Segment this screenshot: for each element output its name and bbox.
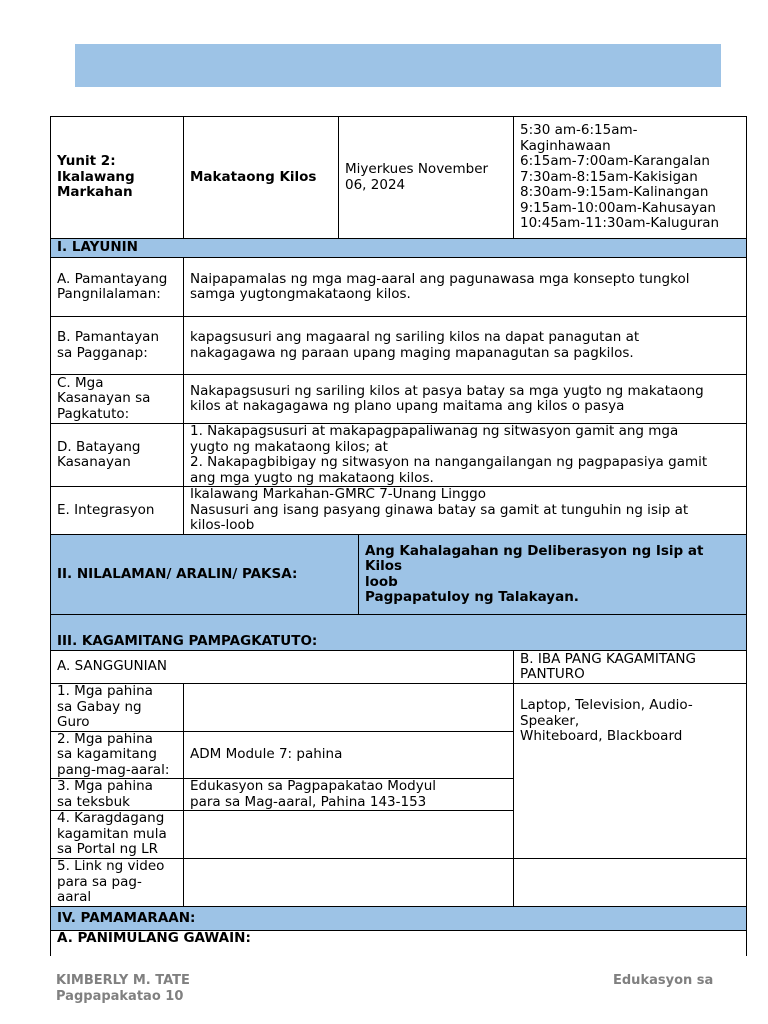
row-label: 2. Mga pahina sa kagamitang pang-mag-aaral:	[51, 731, 184, 779]
table-row	[51, 258, 747, 317]
section-layunin	[51, 239, 747, 258]
row-label: B. Pamantayan sa Pagganap:	[51, 317, 184, 375]
row-value: Edukasyon sa Pagpapakatao Modyul para sa Mag-aaral, Pahina 143-153	[184, 779, 514, 811]
subsection-heading: A. PANIMULANG GAWAIN:	[51, 931, 747, 956]
nilalaman-topic: Ang Kahalagahan ng Deliberasyon ng Isip at Kilos loob Pagpapatuloy ng Talakayan.	[359, 535, 747, 615]
sanggunian-label: A. SANGGUNIAN	[51, 651, 514, 684]
topic-cell: Makataong Kilos	[184, 117, 339, 239]
row-label: E. Integrasyon	[51, 487, 184, 535]
row-label: 5. Link ng video para sa pag- aaral	[51, 859, 184, 907]
row-label: A. Pamantayang Pangnilalaman:	[51, 258, 184, 317]
row-label: 3. Mga pahina sa teksbuk	[51, 779, 184, 811]
header-row	[51, 117, 747, 239]
section-heading: III. KAGAMITANG PAMPAGKATUTO:	[51, 615, 747, 651]
footer-author: KIMBERLY M. TATE Pagpapakatao 10	[56, 973, 190, 1004]
row-text: Naipapamalas ng mga mag-aaral ang pagunawasa mga konsepto tungkol samga yugtongmakataong kilos.	[184, 258, 747, 317]
row-label: 1. Mga pahina sa Gabay ng Guro	[51, 684, 184, 732]
kagamitan-header-row	[51, 651, 747, 684]
row-value	[184, 811, 514, 859]
table-row	[51, 375, 747, 424]
row-text: kapagsusuri ang magaaral ng sariling kilos na dapat panagutan at nakagagawa ng paraan upang maging mapanagutan sa pagkilos.	[184, 317, 747, 375]
section-pamamaraan	[51, 907, 747, 931]
iba-pang-label: B. IBA PANG KAGAMITANG PANTURO	[514, 651, 747, 684]
row-text: 1. Nakapagsusuri at makapagpapaliwanag ng sitwasyon gamit ang mga yugto ng makataong kilos; at 2. Nakapagbibigay ng sitwasyon na nangangailangan ng pagpapasiya gamit ang mga yugto ng makataong kilos.	[184, 424, 747, 487]
row-label: C. Mga Kasanayan sa Pagkatuto:	[51, 375, 184, 424]
iba-pang-value: Laptop, Television, Audio-Speaker, Whiteboard, Blackboard	[514, 684, 747, 859]
table-row	[51, 487, 747, 535]
row-value	[184, 684, 514, 732]
table-row	[51, 931, 747, 956]
row-text: Nakapagsusuri ng sariling kilos at pasya batay sa mga yugto ng makataong kilos at nakagagawa ng plano upang maitama ang kilos o pasya	[184, 375, 747, 424]
row-label: D. Batayang Kasanayan	[51, 424, 184, 487]
table-row	[51, 424, 747, 487]
table-row	[51, 684, 747, 732]
schedule-cell: 5:30 am-6:15am- Kaginhawaan 6:15am-7:00am-Karangalan 7:30am-8:15am-Kakisigan 8:30am-9:15am-Kalinangan 9:15am-10:00am-Kahusayan 10:45am-11:30am-Kaluguran	[514, 117, 747, 239]
header-banner	[75, 44, 721, 87]
section-heading: I. LAYUNIN	[51, 239, 747, 258]
row-value	[184, 859, 514, 907]
nilalaman-label: II. NILALAMAN/ ARALIN/ PAKSA:	[51, 535, 359, 615]
section-heading: IV. PAMAMARAAN:	[51, 907, 747, 931]
unit-cell: Yunit 2: Ikalawang Markahan	[51, 117, 184, 239]
row-label: 4. Karagdagang kagamitan mula sa Portal ng LR	[51, 811, 184, 859]
row-text: Ikalawang Markahan-GMRC 7-Unang Linggo Nasusuri ang isang pasyang ginawa batay sa gamit at tunguhin ng isip at kilos-loob	[184, 487, 747, 535]
row-value-empty	[514, 859, 747, 907]
row-value: ADM Module 7: pahina	[184, 731, 514, 779]
section-kagamitan	[51, 615, 747, 651]
footer-subject: Edukasyon sa	[613, 973, 714, 988]
lesson-plan-table	[50, 116, 747, 956]
table-row	[51, 859, 747, 907]
table-row	[51, 317, 747, 375]
date-cell: Miyerkues November 06, 2024	[339, 117, 514, 239]
section-nilalaman	[51, 535, 747, 615]
